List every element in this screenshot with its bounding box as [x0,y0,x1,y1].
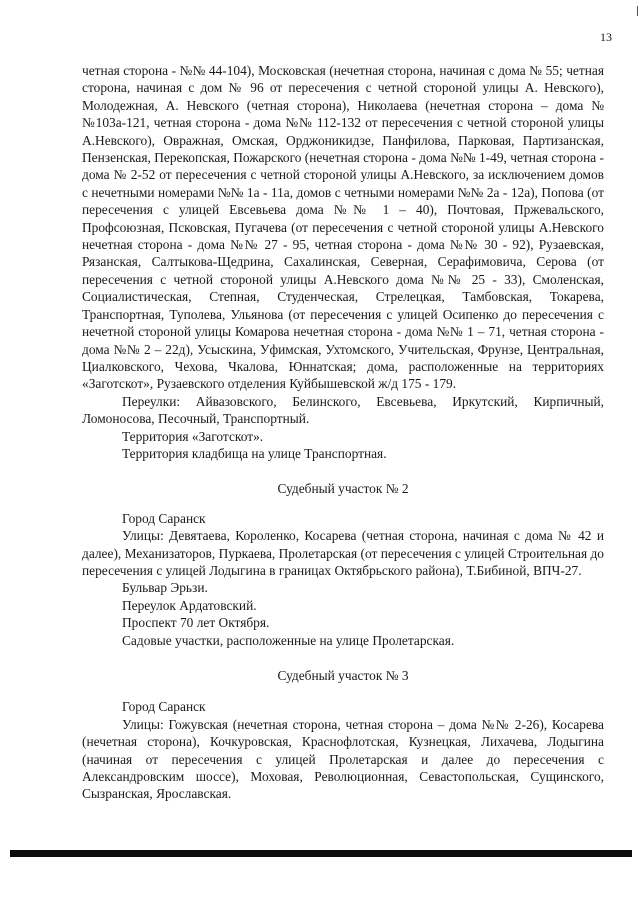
territory-cemetery: Территория кладбища на улице Транспортная. [122,445,387,461]
page-edge-mark [637,6,638,16]
section-2-lane: Переулок Ардатовский. [122,597,257,613]
document-body [82,62,604,803]
continued-streets-paragraph: четная сторона - №№ 44-104), Московская (нечетная сторона, начиная с дома № 55; четная сторона, начиная с дом № 96 от пересечения с четной стороной улицы А. Невского), Молодежная, А. Невского (четная сторона), Николаева (нечетная сторона – дома №№103а-121, четная сторона - дома №№ 112-132 от пересечения с четной стороной улицы А.Невского), Овражная, Омская, Орджоникидзе, Панфилова, Парковая, Партизанская, Пензенская, Перекопская, Пожарского (нечетная сторона - дома №№ 1-49, четная сторона - дома № 2-52 от пересечения с четной стороной улицы А.Невского, за исключением домов с нечетными номерами №№ 1а - 11а, домов с четными номерами №№ 2а - 12а), Попова (от пересечения с улицей Евсевьева дома №№ 1 – 40), Почтовая, Пржевальского, Профсоюзная, Псковская, Пугачева (от пересечения с четной стороной улицы А.Невского нечетная сторона - дома №№ 27 - 95, четная сторона - дома №№ 30 - 92), Рузаевская, Рязанская, Салтыкова-Щедрина, Сахалинская, Северная, Серафимовича, Серова (от пересечения с четной стороной улицы А.Невского дома №№ 25 - 33), Смоленская, Социалистическая, Степная, Студенческая, Стрелецкая, Тамбовская, Токарева, Транспортная, Туполева, Ульянова (от пересечения с улицей Осипенко до пересечения с нечетной стороной улицы Комарова нечетная сторона - дома №№ 1 – 71, четная сторона - дома №№ 2 – 22д), Усыскина, Уфимская, Ухтомского, Учительская, Фрунзе, Центральная, Циалковского, Чехова, Чкалова, Юннатская; дома, расположенные на территориях «Заготскот», Рузаевского отделения Куйбышевской ж/д 175 - 179. [82,63,604,392]
section-3-streets: Улицы: Гожувская (нечетная сторона, четная сторона – дома №№ 2-26), Косарева (нечетная сторона), Кочкуровская, Краснофлотская, Кузнецкая, Лихачева, Лодыгина (начиная от пересечения с улицей Пролетарская и далее до пересечения с Александровским шоссе), Моховая, Революционная, Севастопольская, Сущинского, Сызранская, Ярославская. [82,716,604,802]
section-2-avenue: Проспект 70 лет Октября. [122,615,270,631]
section-3-city: Город Саранск [122,699,206,715]
section-spacer [82,498,604,510]
lanes-paragraph: Переулки: Айвазовского, Белинского, Евсевьева, Иркутский, Кирпичный, Ломоносова, Песочный, Транспортный. [82,393,604,427]
bottom-rule [10,850,632,857]
section-spacer [82,649,604,667]
page-number: 13 [600,30,612,44]
section-spacer [82,684,604,698]
section-spacer [82,462,604,480]
section-2-streets: Улицы: Девятаева, Короленко, Косарева (четная сторона, начиная с дома № 42 и далее), Механизаторов, Пуркаева, Пролетарская (от пересечения с улицей Строительная до пересечения с улицей Лодыгина в границах Октябрьского района), Т.Бибиной, ВПЧ-27. [82,528,604,578]
section-3-heading: Судебный участок № 3 [277,668,409,683]
section-2-city: Город Саранск [122,510,206,526]
section-2-boulevard: Бульвар Эрьзи. [122,580,208,596]
section-2-heading: Судебный участок № 2 [277,481,409,497]
section-2-gardens: Садовые участки, расположенные на улице Пролетарская. [122,632,455,648]
territory-zagotskot: Территория «Заготскот». [122,428,264,444]
